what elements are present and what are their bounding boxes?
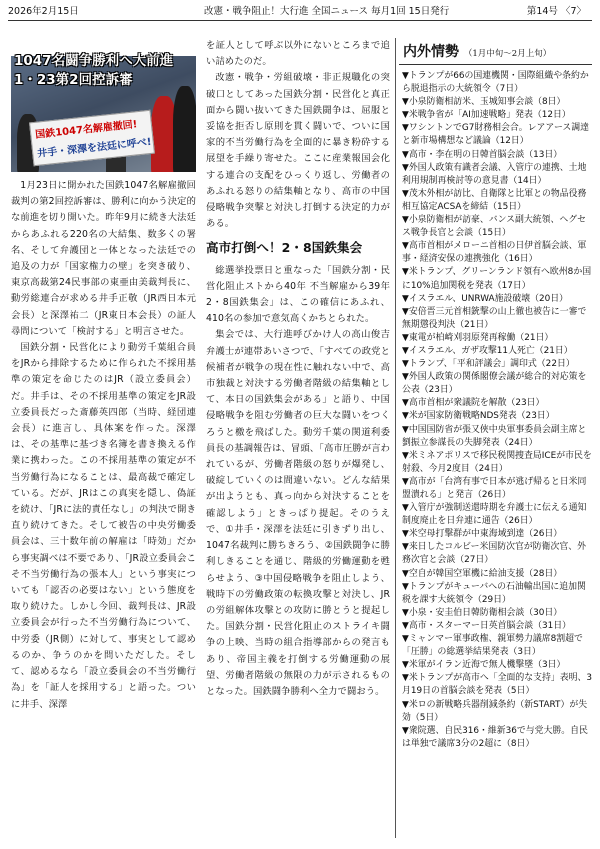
news-item: ▼トランプがキューバへの石油輸出国に追加関税を課す大統領令（29日） — [402, 581, 586, 605]
news-item: ▼米軍がイラン近海で無人機撃墜（3日） — [402, 660, 566, 671]
headline-line-1: 1047名闘争勝利へ大前進 — [14, 53, 174, 69]
news-item: ▼高市が「台湾有事で日本が逃げ帰ると日米同盟潰れる」と発言（26日） — [402, 476, 587, 500]
news-item: ▼高市首相がメローニ首相の日伊首脳会談、軍事・経済安保の連携強化（16日） — [402, 241, 587, 265]
news-item: ▼高市・李在明の日韓首脳会談（13日） — [402, 149, 563, 160]
news-column — [399, 41, 592, 751]
section-heading: 高市打倒へ！2・8国鉄集会 — [206, 240, 363, 256]
news-item: ▼小泉防衛相訪米、玉城知事会談（8日） — [402, 97, 566, 108]
banner-text-2: 井手・深澤を法廷に呼べ! — [36, 136, 152, 160]
news-item: ▼イスラエル、ガザ攻撃11人死亡（21日） — [402, 345, 573, 356]
article-paragraph: 1月23日に開かれた国鉄1047名解雇撤回裁判の第2回控訴審は、勝利に向かう決定的な前進を切り開いた。昨年9月に続き大法廷からあふれる220名の大結集、数多くの署名、そして弁護団と一体となった法廷での追及の力が「国家権力の壁」を突き破り、東京高裁第24民事部の東亜由美裁判長に、動労総連合が求める井手正敬（JR西日本元会長）と深澤祐二（JR東日本会長）の証人尋問について「検討する」と明言させた。 — [11, 180, 196, 337]
news-item: ▼トランプ、「平和評議会」調印式（22日） — [402, 359, 575, 370]
news-subtitle: （1月中旬〜2月上旬） — [463, 49, 552, 59]
news-item: ▼中国国防省が張又俠中央軍事委員会副主席と劉振立参謀長の失脚発表（24日） — [402, 424, 587, 448]
news-item: ▼衆院選、自民316・維新36で与党大勝。自民は単独で議席3分の2超に（8日） — [402, 725, 588, 749]
column-divider — [395, 38, 396, 838]
news-title-rule — [399, 64, 592, 65]
news-title: 内外情勢 — [403, 44, 459, 60]
news-item: ▼米戦争省が「AI加速戦略」発表（12日） — [402, 110, 571, 121]
news-item: ▼安倍晋三元首相銃撃の山上徹也被告に一審で無期懲役判決（21日） — [402, 306, 587, 330]
news-item: ▼高市・スターマー日英首脳会談（31日） — [402, 620, 571, 631]
news-item: ▼外国人政策有識者会議、入管庁の連携、土地利用規制再検討等の意見書（14日） — [402, 162, 587, 186]
headline-line-2: 1・23第2回控訴審 — [14, 72, 133, 88]
news-item: ▼東電が柏崎刈羽原発再稼働（21日） — [402, 332, 554, 343]
news-title-block — [399, 41, 592, 61]
news-item: ▼空自が韓国空軍機に給油支援（28日） — [402, 568, 563, 579]
news-item: ▼ワシントンでG7財務相会合。レアアース調達と新市場構想など議論（12日） — [402, 123, 590, 147]
issue-number: 第14号 〈7〉 — [526, 6, 586, 17]
news-item: ▼来日したコルビー米国防次官が防衛次官、外務次官と会談（27日） — [402, 542, 586, 566]
article-column-1 — [11, 178, 196, 713]
article-paragraph: 改憲・戦争・労組破壊・非正規職化の突破口としてあった国鉄分割・民営化と真正面から闘い抜いてきた国鉄闘争は、屈服と妥協を拒否し原則を貫く闘いで、ついに国家的不当労働行為を全面的に暴き粉砕する展望を手繰り寄せた。ここに産業報国会化する連合の支配をひっくり返し、労働者のあふれる怒りの結集軸となり、高市の中国侵略戦争突撃と対決し打倒する決定的力がある。 — [206, 72, 390, 230]
article-paragraph: 国鉄分割・民営化により動労千葉組合員をJRから排除するために作られた不採用基準の策定を命じたのはJR（設立委員会）だ。井手は、その不採用基準の策定をJR設立委員長だった斎藤英四郎（当時、経団連会長）に進言し、具体案を作った。深澤は、その基準に基づき名簿を書き換える作業に携わった。この不採用基準の策定が不当労働行為になることは、最高裁で確定している。だが、JRはこの真実を隠し、偽証を続け、「JRに法的責任なし」の判決で開き直り続けてきた。そして被告の中央労働委員会は、三十数年前の解雇は「時効」だから事実調べは不要であり、「JR設立委員会こそ不当労働行為の張本人」という事実についても「認否の必要はない」という態度を取り続けた。しかし今回、裁判長は、JR設立委員会が行った不当労働行為について、中労委（JR側）に対して、事実として認めるのか、争うのかを問いただした。そして、認めるなら「設立委員会の不当労働行為」を「証人を採用する」と語った。ついに井手、深澤 — [11, 342, 196, 710]
news-item: ▼米トランプが高市へ「全面的な支持」表明、3月19日の首脳会談を発表（5日） — [402, 673, 592, 697]
article-paragraph: 集会では、大行進呼びかけ人の高山俊吉弁護士が連帯あいさつで、「すべての政党と候補者が戦争の現在性に触れない中で、高市独裁と対決する労働者階級の結集軸として、本日の国鉄集会がある」と語り、中国侵略戦争を阻む労働者の巨大な闘いをつくろうと檄を飛ばした。動労千葉の関道利委員長の基調報告は、冒頭、「高市圧勝が言われているが、労働者階級の怒りが爆発し、破綻していくのは間違いない。どんな結果が出ようとも、真っ向から対決することを確認しよう」ときっぱり提起。そのうえで、①井手・深澤を法廷に引きずり出し、1047名裁判に勝ちきろう、②国鉄闘争に勝利しきることを通じ、階級的労働運動を甦らせよう、③中国侵略戦争を阻止しよう、戦時下の労働政策の転換攻撃と対決し、JRの労組解体攻撃との攻防に勝とうと提起した。国鉄分割・民営化阻止のストライキ闘争の上映、当時の組合指導部からの発言もあり、帝国主義を打倒する労働運動の展望、労働者階級の無限の力が示されるものとなった。国鉄闘争勝利へ全力で闘おう。 — [206, 329, 390, 697]
news-item: ▼小泉・安圭伯日韓防衛相会談（30日） — [402, 607, 563, 618]
article-column-2 — [206, 38, 390, 700]
news-item: ▼ミャンマー軍事政権、親軍勢力議席8割超で「圧勝」の総選挙結果発表（3日） — [402, 634, 583, 658]
news-item: ▼小泉防衛相が訪豪、バンス副大統領、ヘグセス戦争長官と会談（15日） — [402, 215, 587, 239]
issue-date: 2026年2月15日 — [8, 6, 79, 17]
news-item: ▼トランプが66の国連機関・国際組織や条約から脱退指示の大統領令（7日） — [402, 71, 589, 95]
news-item: ▼イスラエル、UNRWA施設破壊（20日） — [402, 293, 568, 304]
publication-name: 改憲・戦争阻止！大行進 全国ニュース 毎月1回 15日発行 — [204, 6, 450, 17]
news-item: ▼米ロの新戦略兵器削減条約（新START）が失効（5日） — [402, 699, 588, 723]
news-item: ▼外国人政策の関係閣僚会議が総合的対応策を公表（23日） — [402, 372, 587, 396]
news-item: ▼米空母打撃群が中東海域到達（26日） — [402, 529, 563, 540]
news-item: ▼茂木外相が訪比、自衛隊と比軍との物品役務相互協定ACSAを締結（15日） — [402, 188, 587, 212]
news-item: ▼高市首相が衆議院を解散（23日） — [402, 398, 545, 409]
article-paragraph: 総選挙投票日と重なった「国鉄分割・民営化阻止ストから40年 不当解雇から39年 2・8国鉄集会」は、この確信にあふれ、410名の参加で意気高くかちとられた。 — [206, 264, 390, 325]
news-item: ▼米ミネアポリスで移民税関捜査局ICEが市民を射殺、今月2度目（24日） — [402, 450, 592, 474]
news-list — [399, 70, 592, 751]
person-figure — [173, 86, 196, 172]
banner-text-1: 国鉄1047名解雇撤回! — [34, 119, 138, 141]
article-paragraph: を証人として呼ぶ以外にないところまで追い詰めたのだ。 — [206, 40, 390, 68]
news-item: ▼入管庁が強制送還時期を弁護士に伝える通知制度廃止を日弁連に通告（26日） — [402, 503, 587, 527]
news-item: ▼米が国家防衛戦略NDS発表（23日） — [402, 411, 555, 422]
photo-headline — [14, 52, 204, 90]
page-header — [8, 4, 592, 21]
protest-banner — [29, 110, 155, 167]
news-item: ▼米トランプ、グリーンランド領有へ欧州8か国に10%追加関税を発表（17日） — [402, 267, 592, 291]
